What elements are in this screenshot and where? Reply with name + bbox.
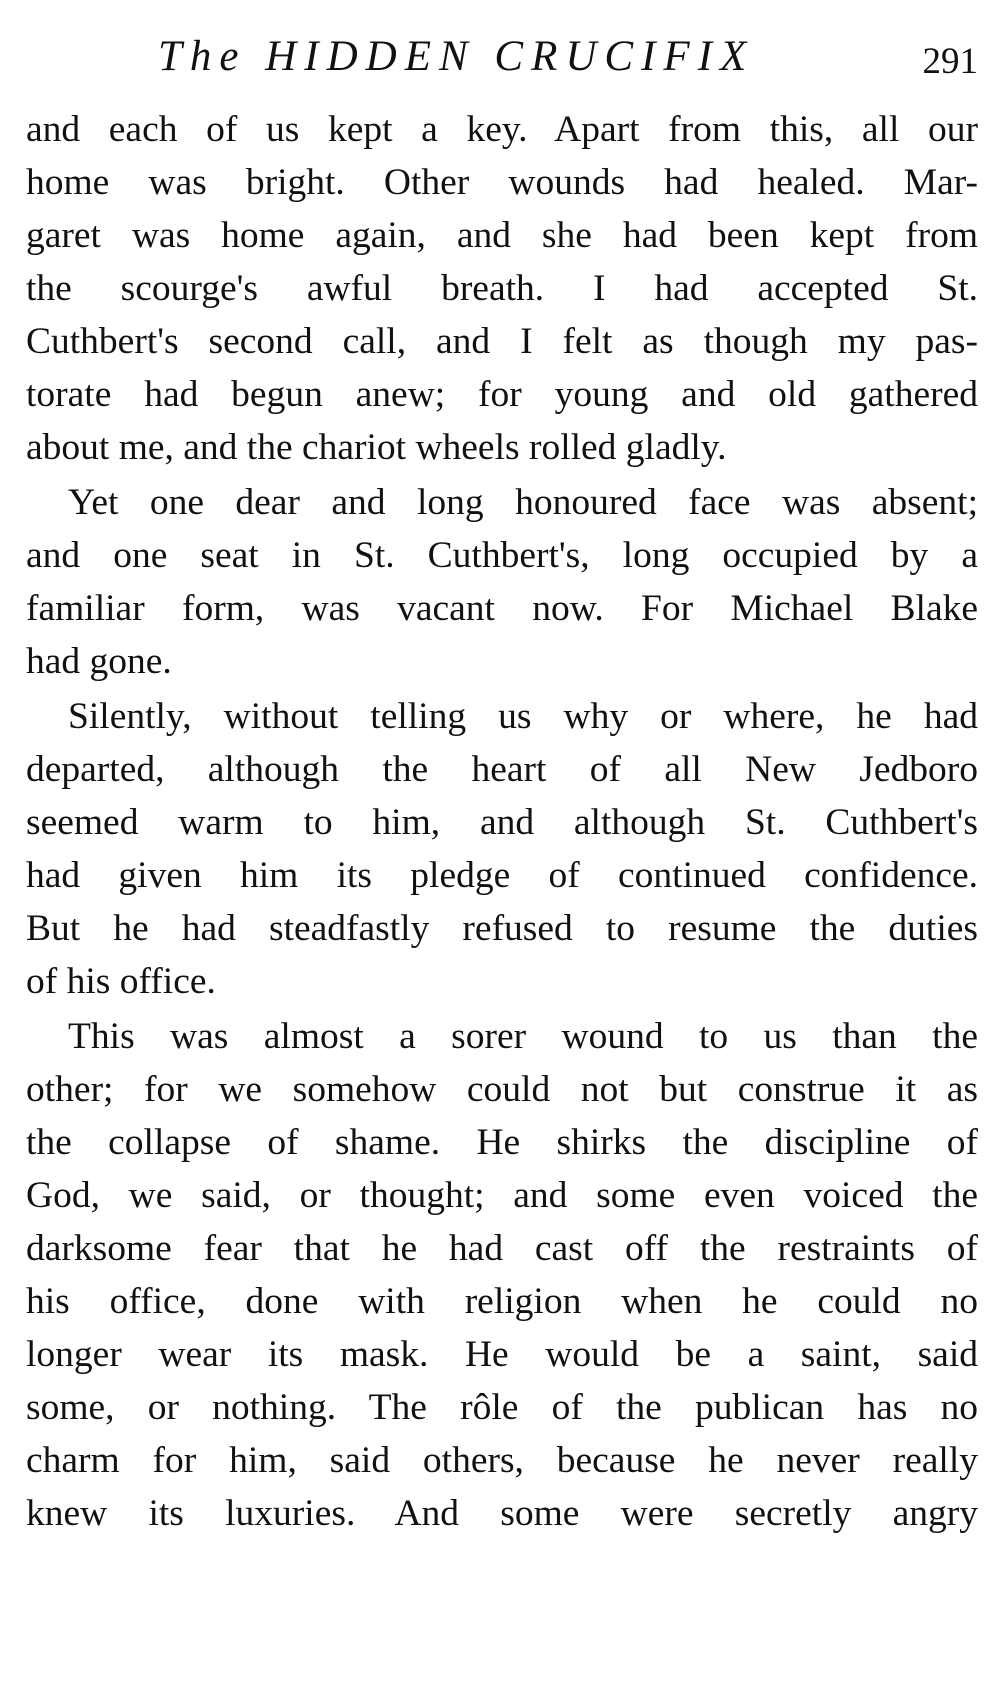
text-line: his office, done with religion when he could no	[26, 1281, 978, 1322]
paragraph-first-line: Silently, without telling us why or where, he had	[68, 696, 978, 737]
text-line: departed, although the heart of all New Jedboro	[26, 749, 978, 790]
text-line: had given him its pledge of continued confidence.	[26, 855, 978, 896]
text-line: and each of us kept a key. Apart from this, all our	[26, 109, 978, 150]
text-line: home was bright. Other wounds had healed. Mar-	[26, 162, 978, 203]
page-number: 291	[922, 41, 978, 82]
text-line: about me, and the chariot wheels rolled gladly.	[26, 427, 727, 468]
text-line: other; for we somehow could not but construe it as	[26, 1069, 978, 1110]
text-line: But he had steadfastly refused to resume the duties	[26, 908, 978, 949]
running-head	[26, 28, 978, 88]
text-line: and one seat in St. Cuthbert's, long occupied by a	[26, 535, 978, 576]
text-line: Cuthbert's second call, and I felt as though my pas-	[26, 321, 978, 362]
text-line: longer wear its mask. He would be a saint, said	[26, 1334, 978, 1375]
text-line: familiar form, was vacant now. For Michael Blake	[26, 588, 978, 629]
paragraph-first-line: This was almost a sorer wound to us than the	[68, 1016, 978, 1057]
text-line: garet was home again, and she had been kept from	[26, 215, 978, 256]
text-line: seemed warm to him, and although St. Cuthbert's	[26, 802, 978, 843]
text-line: the scourge's awful breath. I had accepted St.	[26, 268, 978, 309]
text-line: the collapse of shame. He shirks the discipline of	[26, 1122, 978, 1163]
text-line: charm for him, said others, because he never really	[26, 1440, 978, 1481]
text-line: some, or nothing. The rôle of the publican has no	[26, 1387, 978, 1428]
text-line: God, we said, or thought; and some even voiced the	[26, 1175, 978, 1216]
text-line: knew its luxuries. And some were secretly angry	[26, 1493, 978, 1534]
text-line: darksome fear that he had cast off the restraints of	[26, 1228, 978, 1269]
text-line: torate had begun anew; for young and old gathered	[26, 374, 978, 415]
text-line: had gone.	[26, 641, 172, 682]
paragraph-first-line: Yet one dear and long honoured face was absent;	[68, 482, 978, 523]
text-line: of his office.	[26, 961, 216, 1002]
running-title: The HIDDEN CRUCIFIX	[158, 33, 755, 80]
